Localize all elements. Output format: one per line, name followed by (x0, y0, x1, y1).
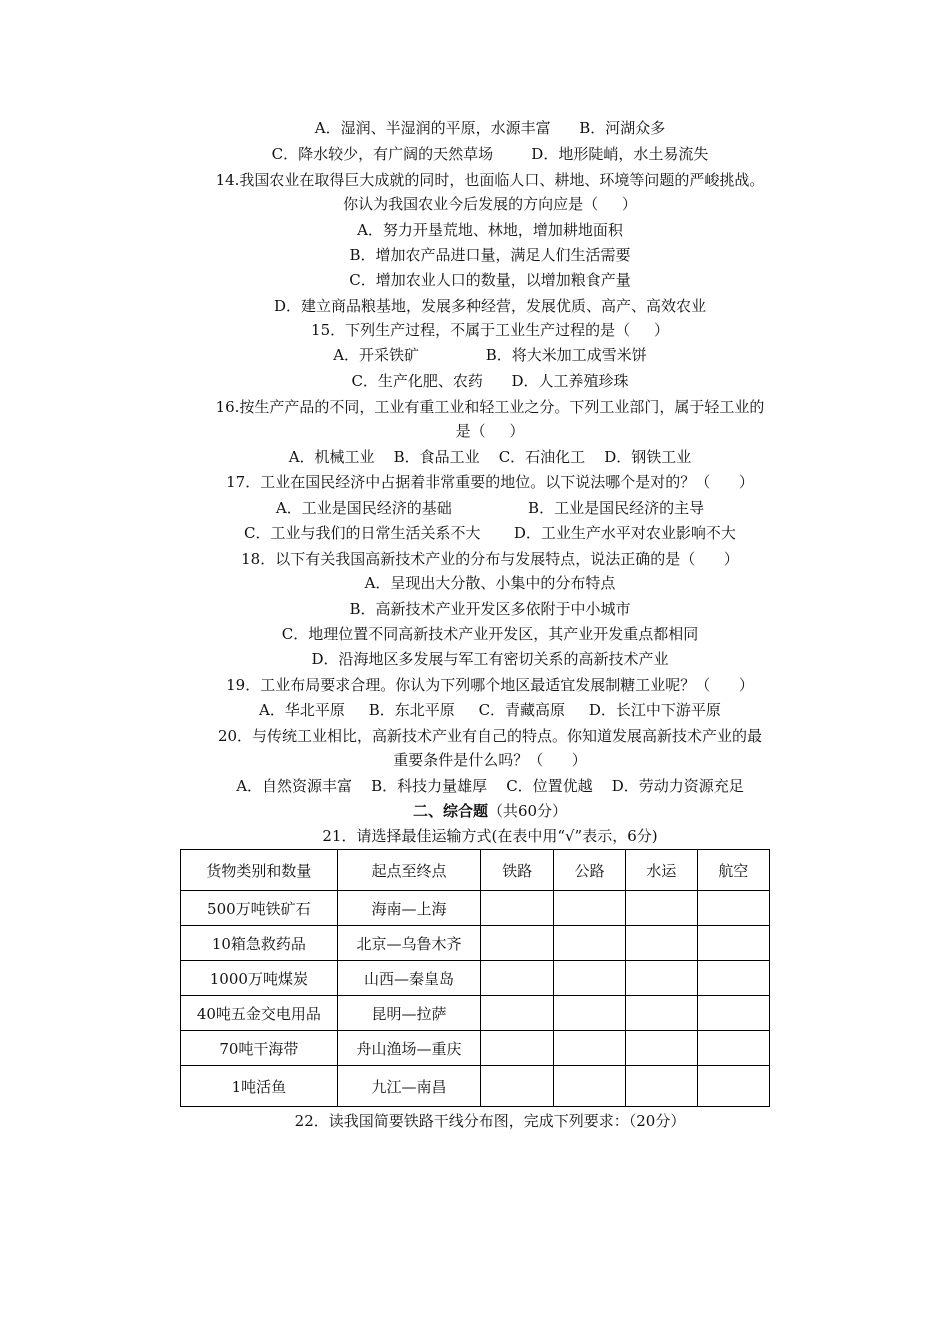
header-road: 公路 (553, 850, 625, 891)
q22-stem: 22．读我国简要铁路干线分布图，完成下列要求：（20分） (294, 1112, 686, 1130)
water-answer-cell[interactable] (626, 926, 697, 961)
route-cell: 北京—乌鲁木齐 (337, 926, 481, 961)
header-air: 航空 (697, 850, 769, 891)
q16-stem-2: 是（ ） (455, 422, 525, 440)
q20-stem-2: 重要条件是什么吗？（ ） (393, 751, 587, 769)
rail-answer-cell[interactable] (481, 891, 553, 926)
road-answer-cell[interactable] (553, 891, 625, 926)
header-cargo: 货物类别和数量 (181, 850, 338, 891)
q14-stem-1: 14.我国农业在取得巨大成就的同时，也面临人口、耕地、环境等问题的严峻挑战。 (215, 171, 765, 189)
q21-stem: 21．请选择最佳运输方式(在表中用“√”表示，6分) (322, 827, 658, 845)
route-cell: 九江—南昌 (337, 1066, 481, 1107)
air-answer-cell[interactable] (697, 961, 769, 996)
table-row (181, 1066, 770, 1107)
cargo-cell: 70吨干海带 (181, 1031, 338, 1066)
q18-option-b: B．高新技术产业开发区多依附于中小城市 (349, 600, 631, 618)
section-heading (180, 801, 800, 821)
route-cell: 海南—上海 (337, 891, 481, 926)
q18-stem: 18．以下有关我国高新技术产业的分布与发展特点，说法正确的是（ ） (241, 550, 739, 568)
q18-option-d: D．沿海地区多发展与军工有密切关系的高新技术产业 (311, 650, 669, 668)
q19-options: A．华北平原 B．东北平原 C．青藏高原 D．长江中下游平原 (259, 701, 721, 719)
q18-option-c: C．地理位置不同高新技术产业开发区，其产业开发重点都相同 (281, 625, 699, 643)
transport-table (180, 849, 770, 1107)
air-answer-cell[interactable] (697, 996, 769, 1031)
water-answer-cell[interactable] (626, 961, 697, 996)
air-answer-cell[interactable] (697, 926, 769, 961)
q13-options-cd: C．降水较少，有广阔的天然草场 D．地形陡峭，水土易流失 (271, 145, 709, 163)
table-row (181, 1031, 770, 1066)
water-answer-cell[interactable] (626, 996, 697, 1031)
header-water: 水运 (626, 850, 697, 891)
q17-options-cd: C．工业与我们的日常生活关系不大 D．工业生产水平对农业影响不大 (244, 524, 736, 542)
air-answer-cell[interactable] (697, 891, 769, 926)
header-route: 起点至终点 (337, 850, 481, 891)
table-row (181, 996, 770, 1031)
air-answer-cell[interactable] (697, 1066, 769, 1107)
q14-option-a: A．努力开垦荒地、林地，增加耕地面积 (357, 221, 623, 239)
q20-options: A．自然资源丰富 B．科技力量雄厚 C．位置优越 D．劳动力资源充足 (236, 777, 744, 795)
table-row (181, 926, 770, 961)
route-cell: 舟山渔场—重庆 (337, 1031, 481, 1066)
q17-stem: 17．工业在国民经济中占据着非常重要的地位。以下说法哪个是对的？（ ） (226, 473, 754, 491)
table-row (181, 891, 770, 926)
section-score: （共60分） (487, 802, 568, 820)
q14-stem-2: 你认为我国农业今后发展的方向应是（ ） (343, 195, 637, 213)
table-header-row (181, 850, 770, 891)
section-title: 二、综合题 (412, 802, 488, 820)
q15-options-cd: C．生产化肥、农药 D．人工养殖珍珠 (351, 372, 629, 390)
air-answer-cell[interactable] (697, 1031, 769, 1066)
road-answer-cell[interactable] (553, 961, 625, 996)
cargo-cell: 500万吨铁矿石 (181, 891, 338, 926)
q14-option-b: B．增加农产品进口量，满足人们生活需要 (349, 246, 631, 264)
road-answer-cell[interactable] (553, 926, 625, 961)
q17-options-ab: A．工业是国民经济的基础 B．工业是国民经济的主导 (275, 499, 705, 517)
rail-answer-cell[interactable] (481, 926, 553, 961)
route-cell: 山西—秦皇岛 (337, 961, 481, 996)
q20-stem-1: 20．与传统工业相比，高新技术产业有自己的特点。你知道发展高新技术产业的最 (217, 727, 763, 745)
water-answer-cell[interactable] (626, 1031, 697, 1066)
header-rail: 铁路 (481, 850, 553, 891)
cargo-cell: 1000万吨煤炭 (181, 961, 338, 996)
rail-answer-cell[interactable] (481, 961, 553, 996)
rail-answer-cell[interactable] (481, 1031, 553, 1066)
road-answer-cell[interactable] (553, 996, 625, 1031)
road-answer-cell[interactable] (553, 1066, 625, 1107)
q14-option-d: D．建立商品粮基地，发展多种经营，发展优质、高产、高效农业 (273, 297, 707, 315)
cargo-cell: 1吨活鱼 (181, 1066, 338, 1107)
water-answer-cell[interactable] (626, 891, 697, 926)
route-cell: 昆明—拉萨 (337, 996, 481, 1031)
rail-answer-cell[interactable] (481, 996, 553, 1031)
cargo-cell: 10箱急救药品 (181, 926, 338, 961)
q15-options-ab: A．开采铁矿 B．将大米加工成雪米饼 (333, 346, 647, 364)
cargo-cell: 40吨五金交电用品 (181, 996, 338, 1031)
road-answer-cell[interactable] (553, 1031, 625, 1066)
water-answer-cell[interactable] (626, 1066, 697, 1107)
q14-option-c: C．增加农业人口的数量，以增加粮食产量 (349, 271, 631, 289)
q13-options-ab: A．湿润、半湿润的平原，水源丰富 B．河湖众多 (314, 119, 666, 137)
q16-options: A．机械工业 B．食品工业 C．石油化工 D．钢铁工业 (288, 448, 692, 466)
q19-stem: 19．工业布局要求合理。你认为下列哪个地区最适宜发展制糖工业呢？（ ） (226, 676, 754, 694)
q16-stem-1: 16.按生产产品的不同，工业有重工业和轻工业之分。下列工业部门，属于轻工业的 (215, 398, 765, 416)
rail-answer-cell[interactable] (481, 1066, 553, 1107)
table-row (181, 961, 770, 996)
q15-stem: 15．下列生产过程，不属于工业生产过程的是（ ） (311, 321, 669, 339)
q18-option-a: A．呈现出大分散、小集中的分布特点 (364, 574, 616, 592)
